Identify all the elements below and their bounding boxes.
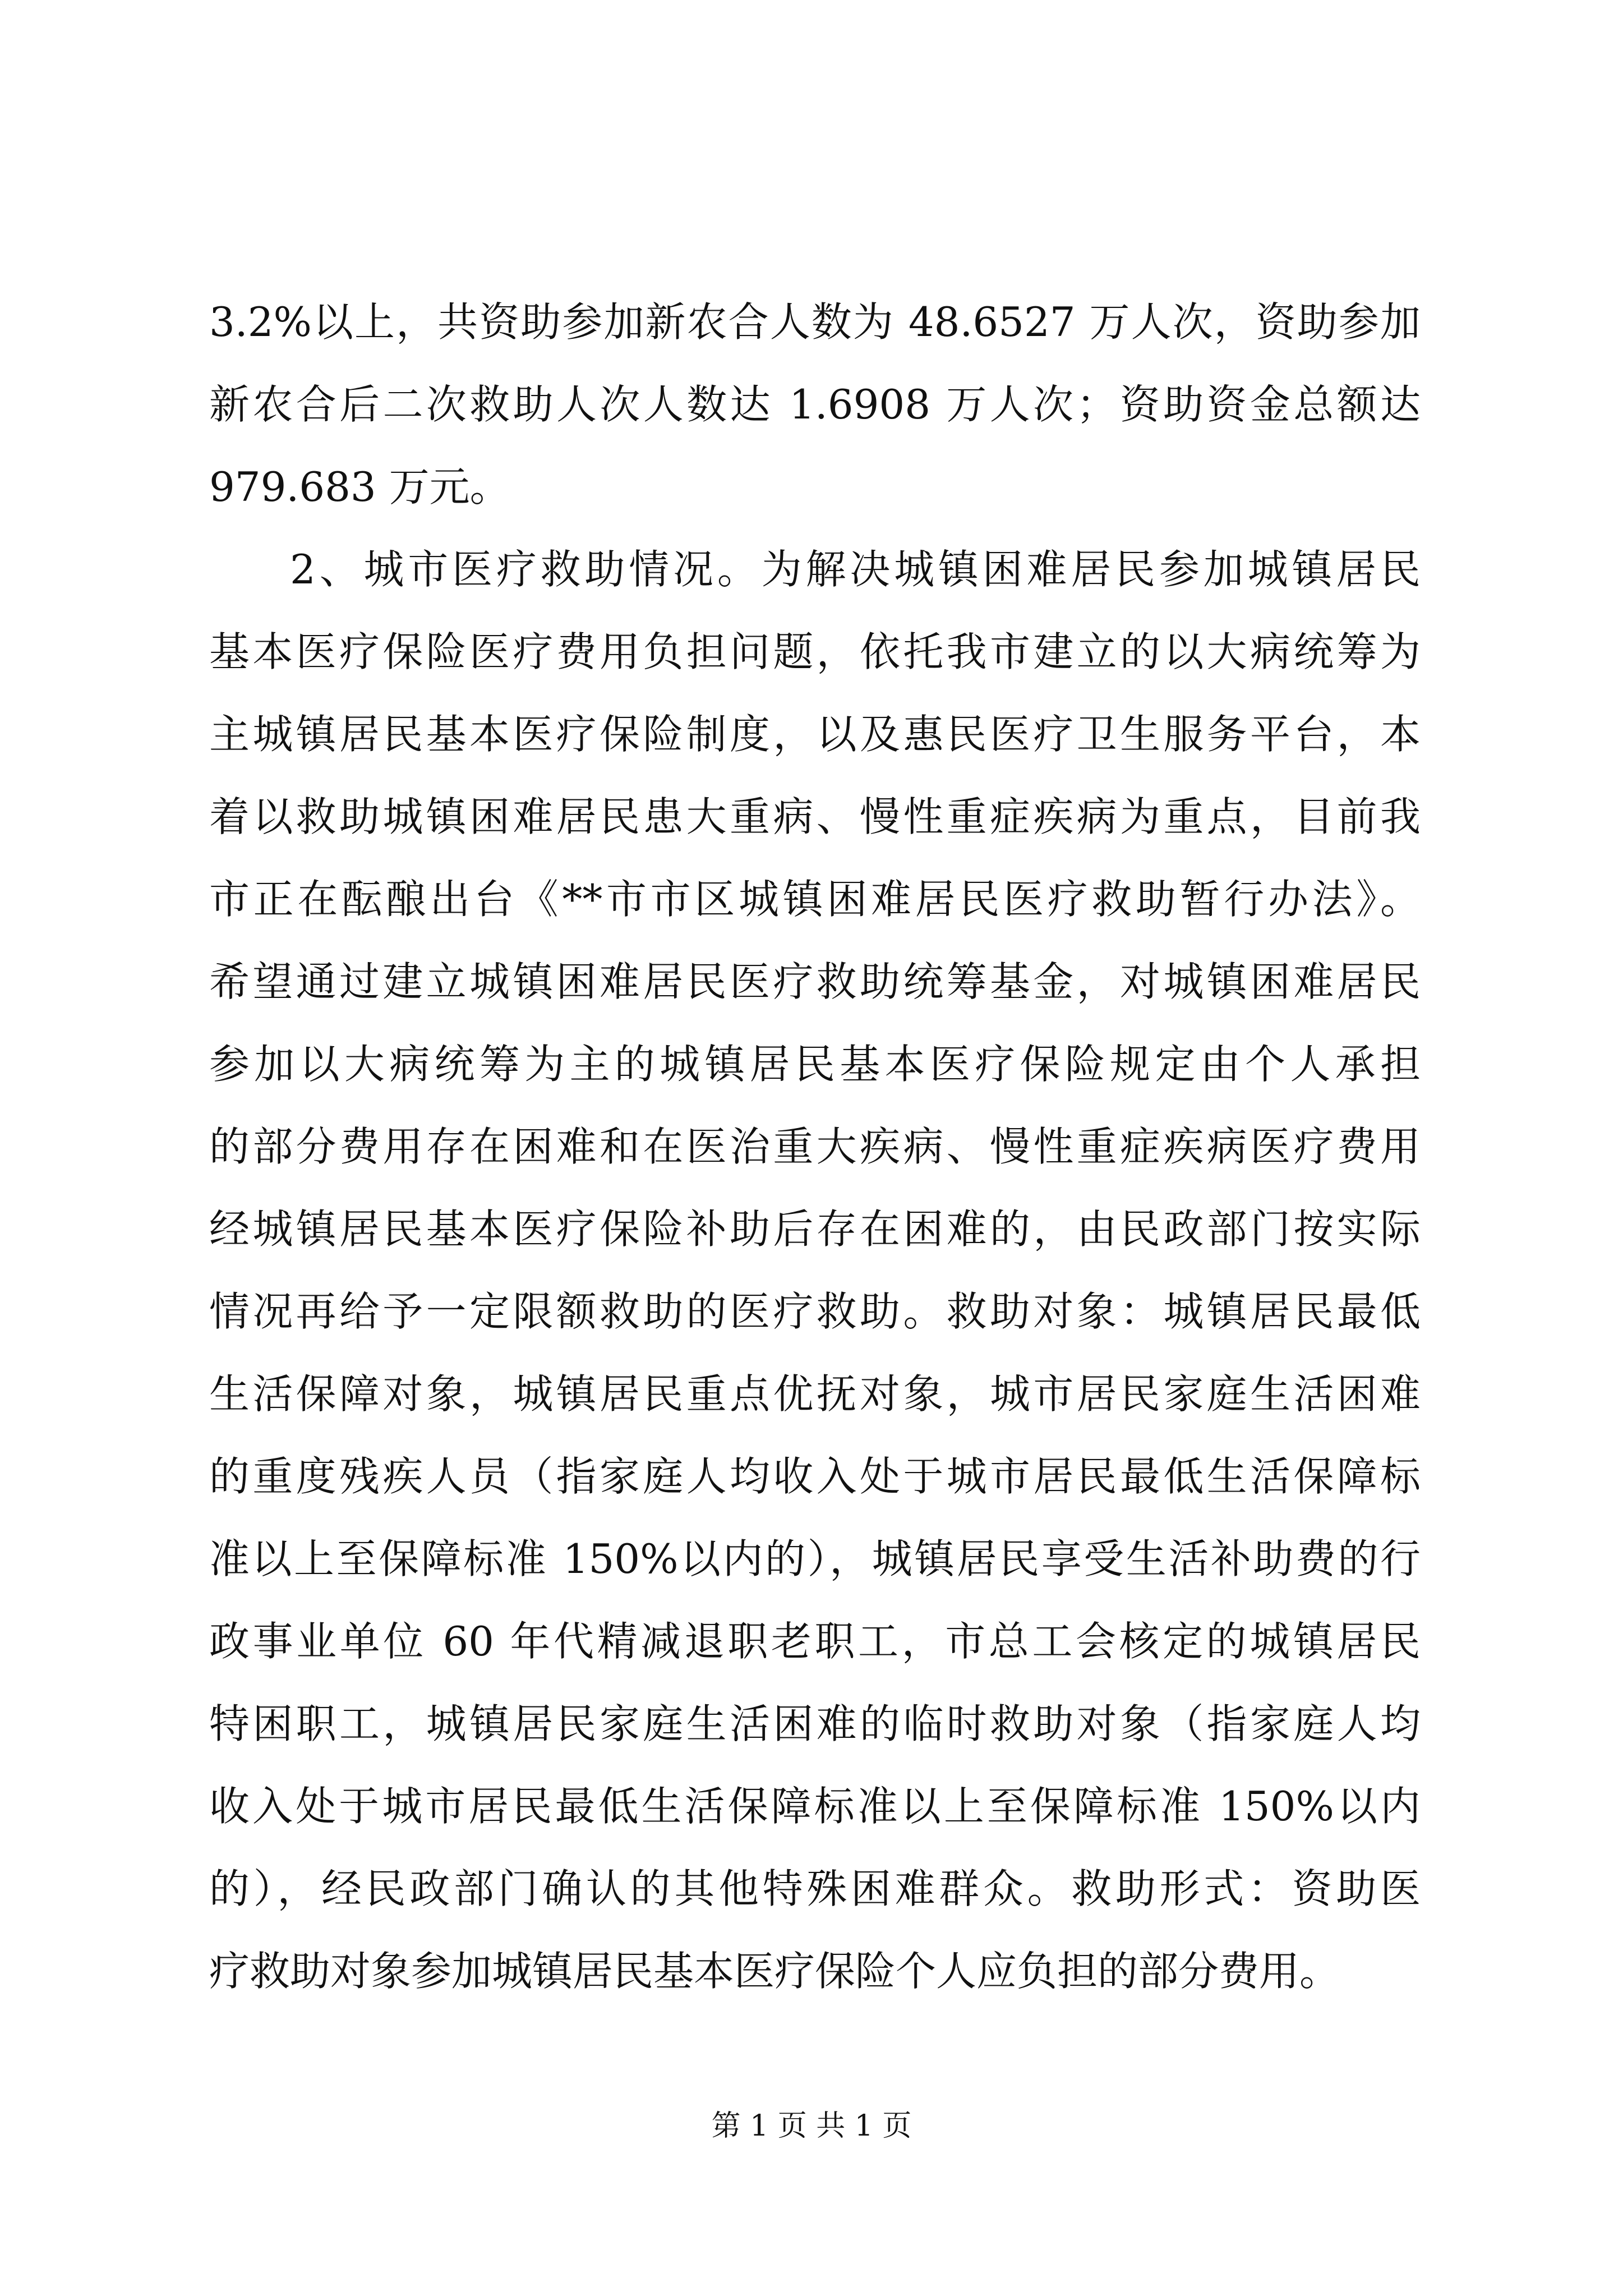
- text-line: 希望通过建立城镇困难居民医疗救助统筹基金，对城镇困难居民: [209, 958, 1421, 1005]
- text-line: 情况再给予一定限额救助的医疗救助。救助对象：城镇居民最低: [209, 1288, 1421, 1335]
- text-line: 979.683 万元。: [209, 463, 510, 510]
- text-line: 政事业单位 60 年代精减退职老职工，市总工会核定的城镇居民: [209, 1618, 1421, 1665]
- paragraph-first-line: 2、城市医疗救助情况。为解决城镇困难居民参加城镇居民: [290, 546, 1421, 593]
- text-line: 生活保障对象，城镇居民重点优抚对象，城市居民家庭生活困难: [209, 1370, 1421, 1418]
- text-line: 的），经民政部门确认的其他特殊困难群众。救助形式：资助医: [209, 1865, 1421, 1912]
- text-line: 特困职工，城镇居民家庭生活困难的临时救助对象（指家庭人均: [209, 1700, 1421, 1747]
- text-line: 收入处于城市居民最低生活保障标准以上至保障标准 150%以内: [209, 1783, 1421, 1830]
- text-line: 参加以大病统筹为主的城镇居民基本医疗保险规定由个人承担: [209, 1041, 1421, 1088]
- text-line: 经城镇居民基本医疗保险补助后存在困难的，由民政部门按实际: [209, 1205, 1421, 1253]
- text-line: 疗救助对象参加城镇居民基本医疗保险个人应负担的部分费用。: [209, 1948, 1340, 1995]
- text-line: 的部分费用存在困难和在医治重大疾病、慢性重症疾病医疗费用: [209, 1123, 1421, 1170]
- text-line: 市正在酝酿出台《**市市区城镇困难居民医疗救助暂行办法》。: [209, 876, 1421, 923]
- text-line: 的重度残疾人员（指家庭人均收入处于城市居民最低生活保障标: [209, 1453, 1421, 1500]
- text-line: 基本医疗保险医疗费用负担问题，依托我市建立的以大病统筹为: [209, 628, 1421, 675]
- text-line: 着以救助城镇困难居民患大重病、慢性重症疾病为重点，目前我: [209, 793, 1421, 840]
- text-line: 3.2%以上，共资助参加新农合人数为 48.6527 万人次，资助参加: [209, 298, 1421, 346]
- text-line: 准以上至保障标准 150%以内的），城镇居民享受生活补助费的行: [209, 1535, 1421, 1582]
- page-footer: 第 1 页 共 1 页: [711, 2109, 912, 2143]
- text-line: 新农合后二次救助人次人数达 1.6908 万人次；资助资金总额达: [209, 381, 1421, 428]
- text-line: 主城镇居民基本医疗保险制度，以及惠民医疗卫生服务平台，本: [209, 711, 1421, 758]
